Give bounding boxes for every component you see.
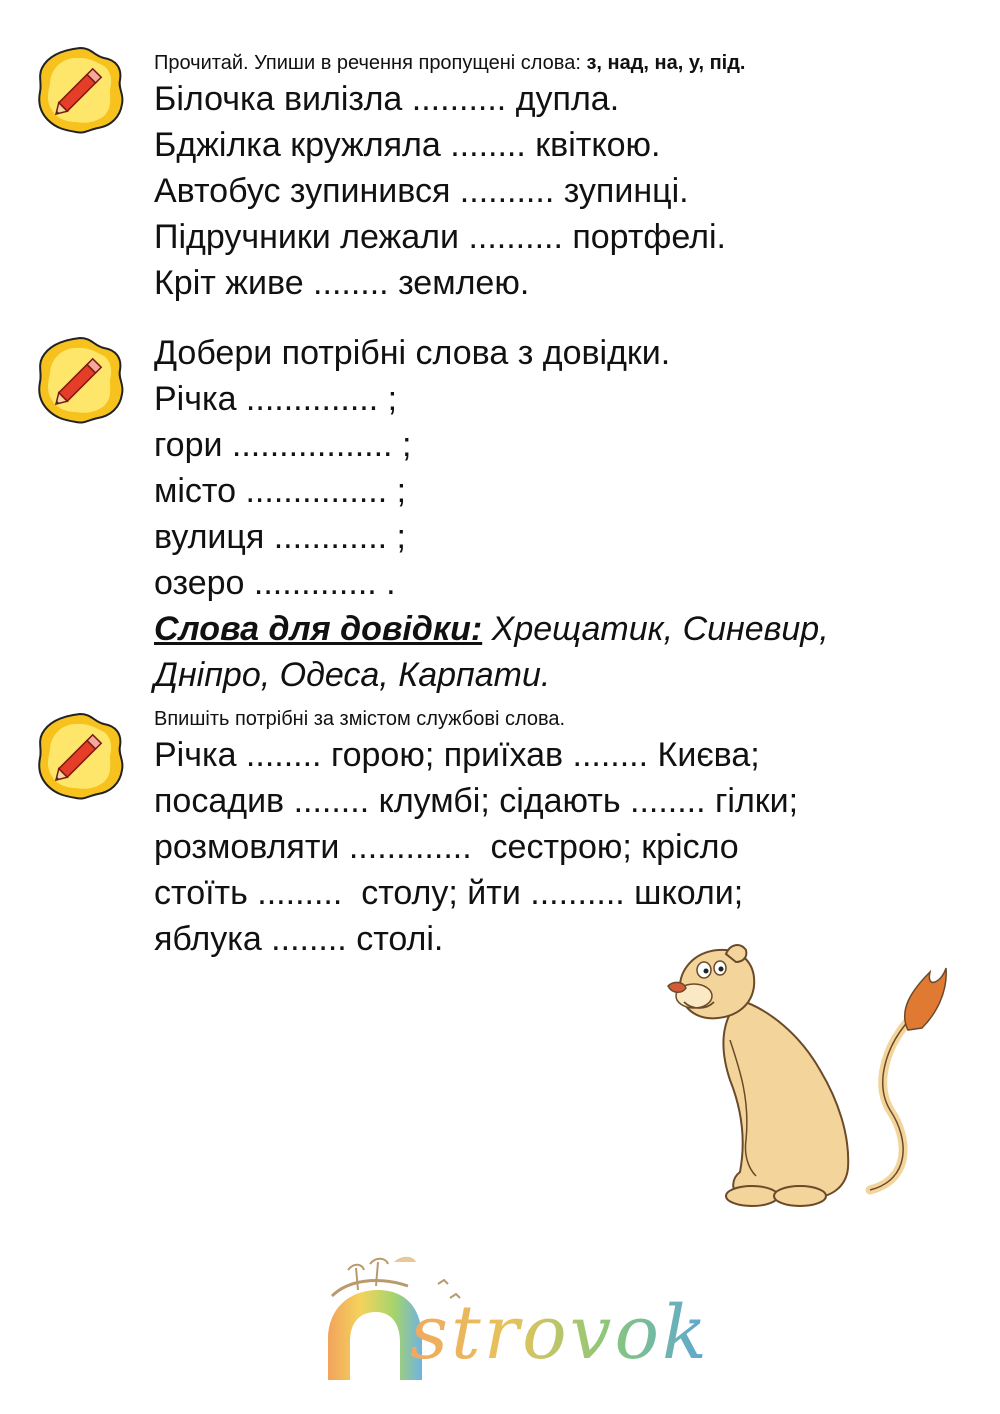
task-2-line: вулиця ............ ; [154, 518, 406, 556]
logo-text: strovok [410, 1290, 710, 1376]
task-2-line: місто ............... ; [154, 472, 407, 510]
task-1-word-list: з, над, на, у, під. [586, 52, 746, 74]
task-2-line: Річка .............. ; [154, 380, 398, 418]
lion-illustration [660, 940, 960, 1210]
task-3-line: посадив ........ клумбі; сідають ........ гілки; [154, 782, 799, 820]
pencil-icon [34, 334, 126, 426]
task-1-line: Кріт живе ........ землею. [154, 264, 530, 302]
pencil-icon [34, 44, 126, 136]
task-3-line: розмовляти ............. сестрою; крісло [154, 828, 739, 866]
task-2-line: гори ................. ; [154, 426, 412, 464]
task-3-line: стоїть ......... столу; йти .......... школи; [154, 874, 744, 912]
reference-words [154, 606, 829, 652]
reference-words-line-2: Дніпро, Одеса, Карпати. [154, 656, 551, 694]
task-2-title: Добери потрібні слова з довідки. [154, 334, 671, 372]
pencil-icon [34, 710, 126, 802]
task-2 [154, 330, 829, 698]
reference-words-line-1: Хрещатик, Синевир, [482, 610, 829, 648]
task-1-instruction: Прочитай. Упиши в речення пропущені слова: з, над, на, у, під. [154, 52, 746, 74]
task-1-line: Білочка вилізла .......... дупла. [154, 80, 620, 118]
task-3 [154, 706, 798, 962]
task-1-line: Підручники лежали .......... портфелі. [154, 218, 727, 256]
task-3-line: яблука ........ столі. [154, 920, 444, 958]
task-1 [154, 50, 745, 306]
task-1-line: Бджілка кружляла ........ квіткою. [154, 126, 661, 164]
reference-label: Слова для довідки: [154, 610, 483, 648]
task-1-line: Автобус зупинився .......... зупинці. [154, 172, 689, 210]
task-3-line: Річка ........ горою; приїхав ........ Києва; [154, 736, 760, 774]
task-2-line: озеро ............. . [154, 564, 396, 602]
task-3-instruction: Впишіть потрібні за змістом службові слова. [154, 708, 566, 730]
ostrovok-logo [318, 1250, 758, 1390]
